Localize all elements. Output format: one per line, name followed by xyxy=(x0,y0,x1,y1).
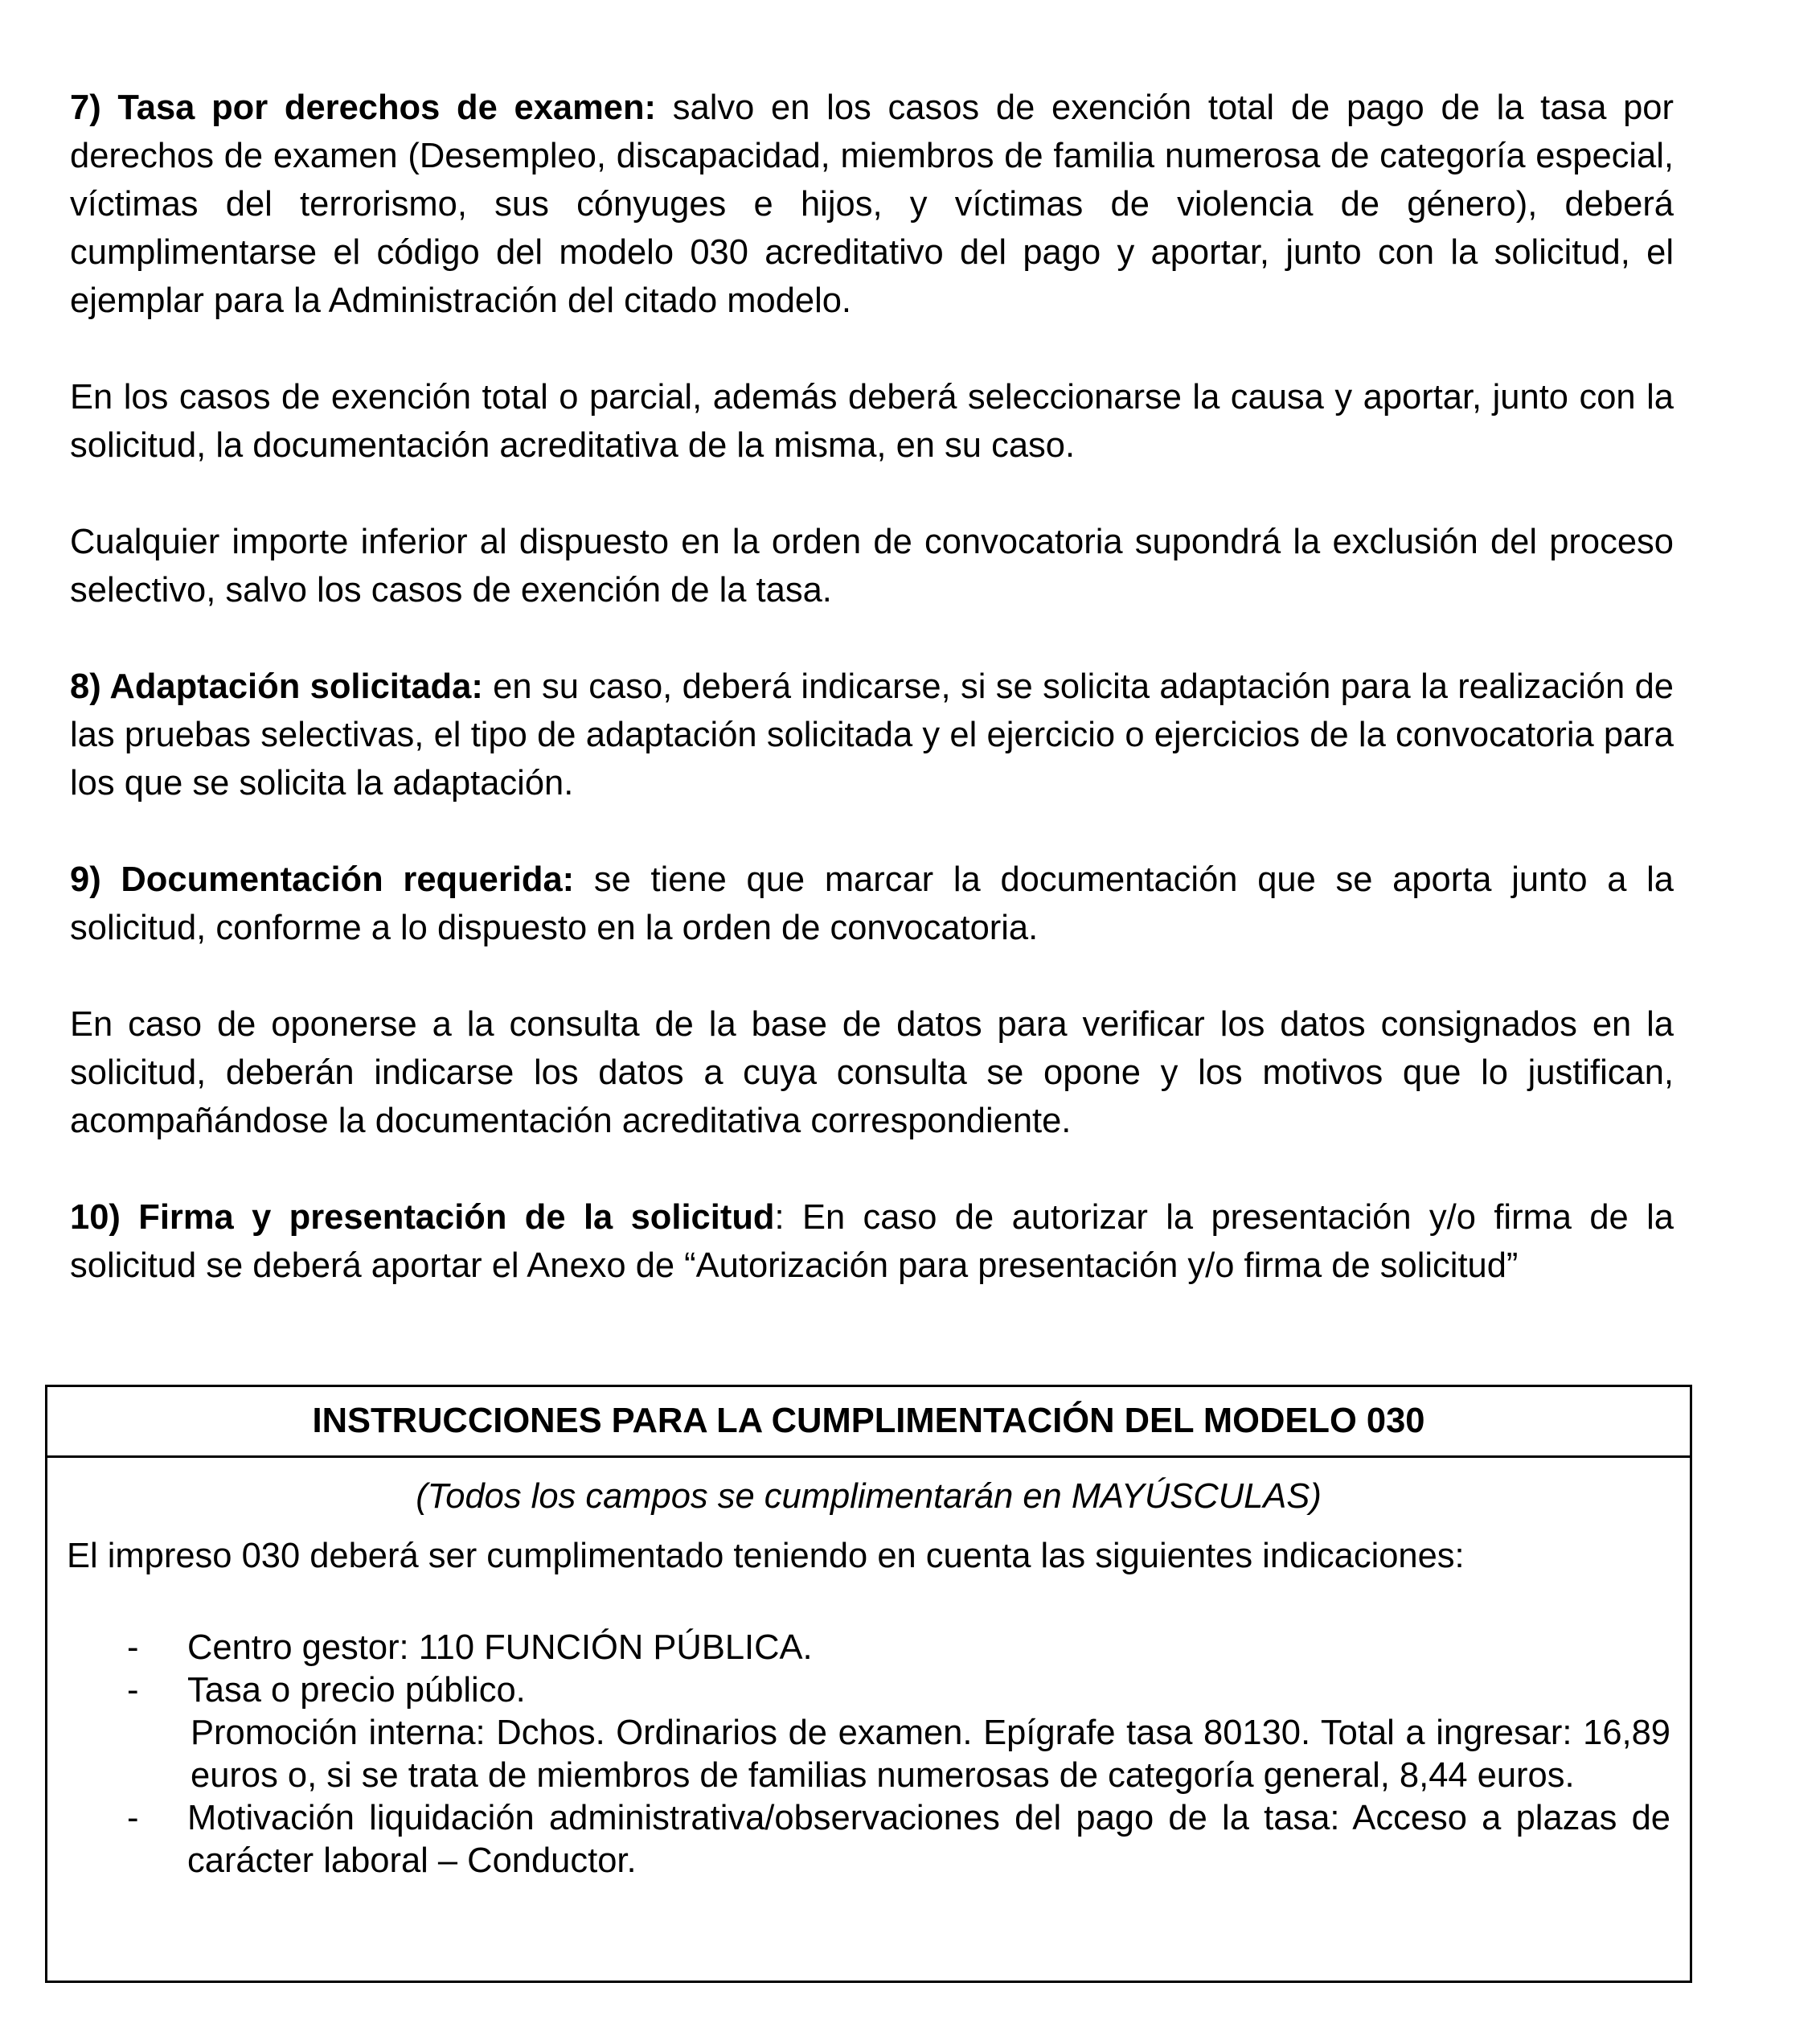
list-item-text: Tasa o precio público. xyxy=(187,1671,526,1710)
exclusion-text: Cualquier importe inferior al dispuesto en la orden de convocatoria supondrá la exclusión del proceso selectivo, salvo los casos de exención de la tasa. xyxy=(70,523,1674,610)
uppercase-note: (Todos los campos se cumplimentarán en MAYÚSCULAS) xyxy=(416,1477,1322,1516)
section-8-text: en su caso, deberá indicarse, si se solicita adaptación para la realización de las pruebas selectivas, el tipo de adaptación solicitada y el ejercicio o ejercicios de la convocatoria para los que se solicita la adaptación. xyxy=(70,667,1674,802)
dash-bullet: - xyxy=(127,1628,139,1667)
section-7-heading: 7) Tasa por derechos de examen: xyxy=(70,88,657,127)
list-item xyxy=(67,1627,1670,1669)
section-9-heading: 9) Documentación requerida: xyxy=(70,860,575,899)
box-body xyxy=(47,1458,1690,1882)
list-item-text: Motivación liquidación administrativa/observaciones del pago de la tasa: Acceso a plazas de carácter laboral – Conductor. xyxy=(187,1799,1670,1880)
list-item xyxy=(67,1669,1670,1797)
section-8-heading: 8) Adaptación solicitada: xyxy=(70,667,483,706)
section-10-paragraph xyxy=(70,1193,1674,1290)
dash-bullet: - xyxy=(127,1799,139,1837)
exemption-text: En los casos de exención total o parcial, además deberá seleccionarse la causa y aportar, junto con la solicitud, la documentación acreditativa de la misma, en su caso. xyxy=(70,378,1674,465)
section-10-text: : En caso de autorizar la presentación y/o firma de la solicitud se deberá aportar el Anexo de “Autorización para presentación y/o firma de solicitud” xyxy=(70,1198,1674,1285)
list-item-text: Centro gestor: 110 FUNCIÓN PÚBLICA. xyxy=(187,1628,813,1667)
section-7-text: salvo en los casos de exención total de pago de la tasa por derechos de examen (Desempleo, discapacidad, miembros de familia numerosa de categoría especial, víctimas del terrorismo, sus cónyuges e hijos, y víctimas de violencia de género), deberá cumplimentarse el código del modelo 030 acreditativo del pago y aportar, junto con la solicitud, el ejemplar para la Administración del citado modelo. xyxy=(70,88,1674,320)
exclusion-paragraph xyxy=(70,518,1674,614)
database-opposition-text: En caso de oponerse a la consulta de la base de datos para verificar los datos consignados en la solicitud, deberán indicarse los datos a cuya consulta se opone y los motivos que lo justifican, acompañándose la documentación acreditativa correspondiente. xyxy=(70,1005,1674,1140)
section-8-paragraph xyxy=(70,663,1674,807)
box-title: INSTRUCCIONES PARA LA CUMPLIMENTACIÓN DEL MODELO 030 xyxy=(47,1387,1690,1458)
list-item xyxy=(67,1797,1670,1882)
exemption-paragraph xyxy=(70,373,1674,470)
instructions-text xyxy=(70,84,1674,1338)
section-7-paragraph xyxy=(70,84,1674,325)
modelo-030-instructions-box xyxy=(45,1385,1692,1983)
box-intro: El impreso 030 deberá ser cumplimentado teniendo en cuenta las siguientes indicaciones: xyxy=(67,1537,1465,1575)
section-9-paragraph xyxy=(70,856,1674,952)
section-9-text: se tiene que marcar la documentación que se aporta junto a la solicitud, conforme a lo dispuesto en la orden de convocatoria. xyxy=(70,860,1674,947)
dash-bullet: - xyxy=(127,1671,139,1710)
list-item-subtext: Promoción interna: Dchos. Ordinarios de examen. Epígrafe tasa 80130. Total a ingresar: 16,89 euros o, si se trata de miembros de familias numerosas de categoría general, 8,44 euros. xyxy=(191,1714,1670,1795)
instructions-list xyxy=(67,1627,1670,1882)
database-opposition-paragraph xyxy=(70,1000,1674,1145)
section-10-heading: 10) Firma y presentación de la solicitud xyxy=(70,1198,775,1237)
